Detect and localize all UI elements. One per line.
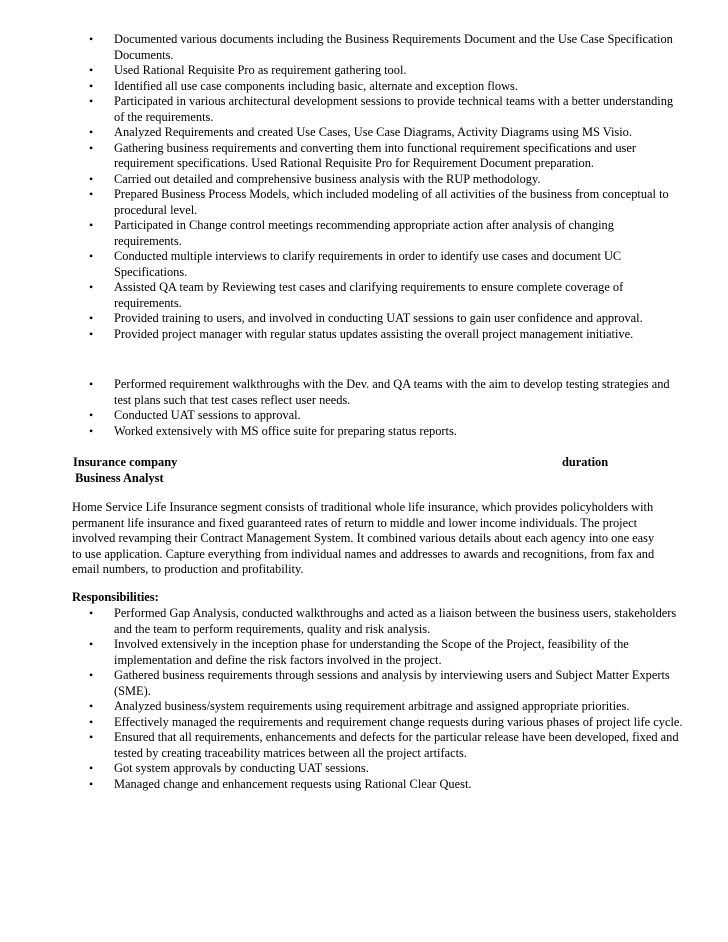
bullet-icon: • (89, 326, 94, 341)
list-item: • Identified all use case components including basic, alternate and exception flows. (89, 78, 518, 93)
responsibilities-heading: Responsibilities: (72, 590, 159, 604)
list-item: • Effectively managed the requirements and requirement change requests during various phases of project life cycle. (89, 714, 683, 729)
bullet-icon: • (89, 94, 94, 108)
job-duration: duration (562, 455, 609, 469)
bullet-icon: • (89, 377, 94, 391)
list-item: • Participated in various architectural development sessions to provide technical teams with a better understanding of the requirements. (89, 94, 674, 124)
bullet-icon: • (89, 311, 94, 325)
list-item: • Conducted UAT sessions to approval. (89, 408, 301, 422)
list-item: • Participated in Change control meetings recommending appropriate action after analysis of changing requirements. (89, 218, 614, 248)
list-item: • Got system approvals by conducting UAT sessions. (89, 761, 369, 775)
bullet-icon: • (89, 408, 94, 422)
bullet-icon: • (89, 761, 94, 775)
bullet-icon: • (89, 187, 94, 201)
list-item: • Worked extensively with MS office suite for preparing status reports. (89, 423, 457, 438)
bullet-icon: • (89, 637, 94, 651)
bullet-icon: • (89, 606, 94, 620)
bullet-icon: • (89, 171, 94, 186)
list-item: • Provided training to users, and involved in conducting UAT sessions to gain user confidence and approval. (89, 311, 643, 325)
bullet-icon: • (89, 699, 94, 713)
list-item: • Used Rational Requisite Pro as requirement gathering tool. (89, 63, 407, 77)
bullet-icon: • (89, 32, 94, 46)
bullet-icon: • (89, 218, 94, 232)
bullet-icon: • (89, 668, 94, 682)
list-item: • Prepared Business Process Models, which included modeling of all activities of the business from conceptual to procedural level. (89, 187, 669, 217)
bullet-icon: • (89, 714, 94, 729)
bullet-icon: • (89, 730, 94, 744)
list-item: • Gathered business requirements through sessions and analysis by interviewing users and Subject Matter Experts (SME). (89, 668, 670, 698)
list-item: • Managed change and enhancement requests using Rational Clear Quest. (89, 776, 472, 791)
bullet-list-1 (0, 32, 684, 342)
list-item: • Documented various documents including the Business Requirements Document and the Use Case Specification Documents. (89, 32, 673, 62)
bullet-icon: • (89, 423, 94, 438)
list-item: • Performed requirement walkthroughs with the Dev. and QA teams with the aim to develop testing strategies and test plans such that test cases reflect user needs. (89, 377, 670, 407)
bullet-icon: • (89, 78, 94, 93)
list-item: • Ensured that all requirements, enhancements and defects for the particular release have been developed, fixed and tested by creating traceability matrices between all the project artifacts. (89, 730, 679, 760)
bullet-icon: • (89, 63, 94, 77)
list-item: • Analyzed business/system requirements using requirement arbitrage and assigned appropriate priorities. (89, 699, 630, 713)
list-item: • Involved extensively in the inception phase for understanding the Scope of the Project, feasibility of the implementation and define the risk factors involved in the project. (89, 637, 629, 667)
list-item: • Carried out detailed and comprehensive business analysis with the RUP methodology. (89, 171, 541, 186)
bullet-icon: • (89, 280, 94, 294)
bullet-icon: • (89, 776, 94, 791)
bullet-icon: • (89, 249, 94, 263)
company-name: Insurance company (73, 455, 178, 469)
company-heading-row (73, 455, 633, 471)
bullet-icon: • (89, 140, 94, 155)
bullet-icon: • (89, 125, 94, 139)
list-item: • Conducted multiple interviews to clarify requirements in order to identify use cases and document UC Specifications. (89, 249, 622, 279)
list-item: • Gathering business requirements and converting them into functional requirement specifications and user requirement specifications. Used Rational Requisite Pro for Requirement Document preparation. (89, 140, 636, 170)
list-item: • Performed Gap Analysis, conducted walkthroughs and acted as a liaison between the business users, stakeholders and the team to perform requirements, quality and risk analysis. (89, 606, 677, 636)
list-item: • Analyzed Requirements and created Use Cases, Use Case Diagrams, Activity Diagrams using MS Visio. (89, 125, 632, 139)
responsibilities-list (0, 606, 684, 792)
list-item: • Assisted QA team by Reviewing test cases and clarifying requirements to ensure complete coverage of requirements. (89, 280, 624, 310)
list-item: • Provided project manager with regular status updates assisting the overall project management initiative. (89, 326, 634, 341)
job-role: Business Analyst (75, 471, 164, 485)
bullet-list-2 (0, 377, 684, 439)
project-summary: Home Service Life Insurance segment consists of traditional whole life insurance, which provides policyholders with permanent life insurance and fixed guaranteed rates of return to middle and lower income individuals. The project involved revamping their Contract Management System. It combined various details about each agency into one easy to use application. Capture everything from individual names and addresses to awards and recognitions, from fax and email numbers, to production and profitability. (72, 500, 655, 576)
